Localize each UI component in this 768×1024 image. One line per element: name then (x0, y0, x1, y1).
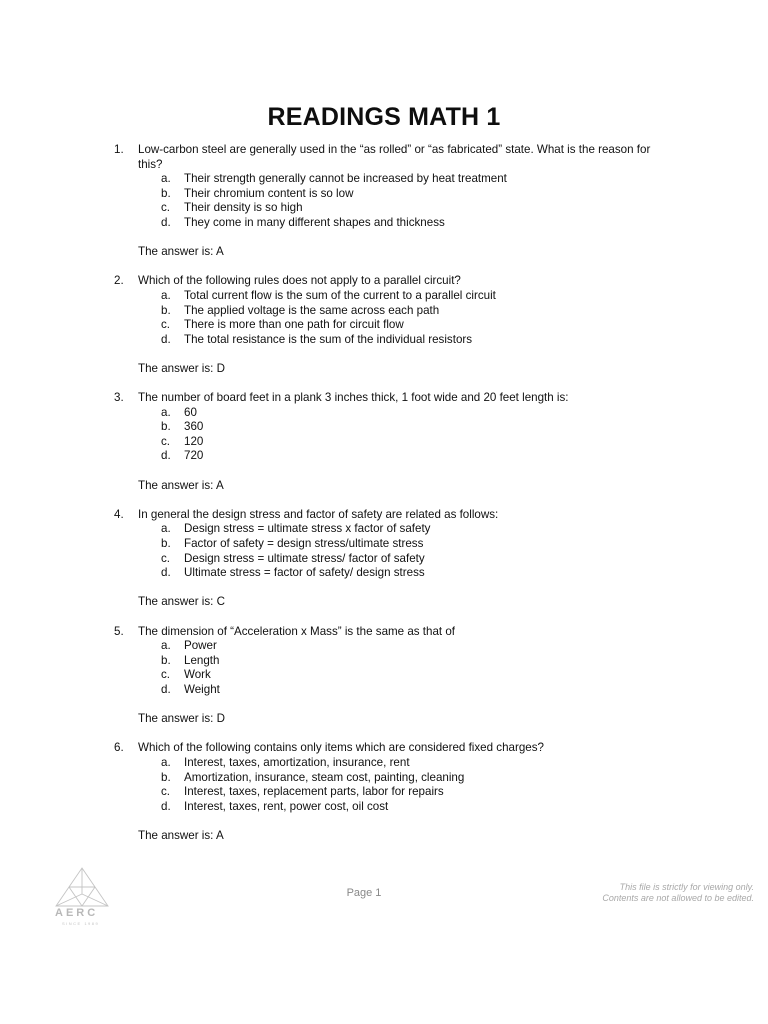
answer-option (0, 639, 768, 654)
answer-line: The answer is: D (138, 361, 225, 375)
answer-option (0, 333, 768, 348)
option-letter: a. (161, 405, 171, 419)
answer-option (0, 785, 768, 800)
option-letter: b. (161, 653, 171, 667)
answer-line: The answer is: C (138, 595, 225, 609)
option-letter: c. (161, 434, 171, 448)
option-text: 720 (184, 449, 204, 463)
answer-option (0, 435, 768, 450)
option-list (0, 172, 768, 230)
answer-option (0, 420, 768, 435)
option-letter: a. (161, 172, 171, 186)
answer-option (0, 522, 768, 537)
option-letter: a. (161, 522, 171, 536)
question-number: 2. (114, 274, 124, 288)
option-text: Work (184, 668, 211, 682)
option-letter: b. (161, 186, 171, 200)
option-text: Power (184, 639, 217, 653)
question-text: The dimension of “Acceleration x Mass” is the same as that of (138, 624, 456, 638)
option-letter: d. (161, 682, 171, 696)
option-text: Factor of safety = design stress/ultimate stress (184, 537, 424, 551)
option-letter: c. (161, 668, 171, 682)
option-letter: d. (161, 566, 171, 580)
answer-option (0, 289, 768, 304)
answer-option (0, 172, 768, 187)
answer-option (0, 304, 768, 319)
question-item (0, 143, 768, 274)
option-letter: a. (161, 288, 171, 302)
option-text: Interest, taxes, replacement parts, labor for repairs (184, 785, 444, 799)
answer-option (0, 668, 768, 683)
option-text: Their strength generally cannot be increased by heat treatment (184, 172, 507, 186)
option-letter: b. (161, 420, 171, 434)
option-text: Their density is so high (184, 201, 303, 215)
answer-option (0, 406, 768, 421)
option-letter: c. (161, 318, 171, 332)
option-list (0, 639, 768, 697)
option-text: They come in many different shapes and thickness (184, 215, 445, 229)
option-letter: b. (161, 303, 171, 317)
question-text: In general the design stress and factor of safety are related as follows: (138, 507, 499, 521)
answer-option (0, 771, 768, 786)
page-title: READINGS MATH 1 (267, 102, 501, 131)
answer-line: The answer is: D (138, 712, 225, 726)
page-number: Page 1 (346, 887, 382, 899)
disclaimer-note (602, 882, 754, 904)
option-text: The total resistance is the sum of the individual resistors (184, 332, 473, 346)
answer-option (0, 552, 768, 567)
question-number: 5. (114, 624, 124, 638)
answer-option (0, 449, 768, 464)
option-list (0, 756, 768, 814)
answer-option (0, 683, 768, 698)
question-number: 4. (114, 507, 124, 521)
option-text: There is more than one path for circuit flow (184, 318, 404, 332)
option-letter: b. (161, 770, 171, 784)
answer-option (0, 201, 768, 216)
option-letter: d. (161, 449, 171, 463)
answer-option (0, 756, 768, 771)
answer-option (0, 537, 768, 552)
answer-line: The answer is: A (138, 828, 224, 842)
question-text: Which of the following contains only items which are considered fixed charges? (138, 741, 544, 755)
question-text: Low-carbon steel are generally used in the “as rolled” or “as fabricated” state. What is the reason for this? (138, 143, 651, 171)
option-text: Weight (184, 682, 220, 696)
question-text: Which of the following rules does not apply to a parallel circuit? (138, 274, 461, 288)
question-number: 6. (114, 741, 124, 755)
question-number: 1. (114, 143, 124, 156)
question-list (0, 143, 768, 858)
question-item (0, 274, 768, 391)
question-number: 3. (114, 391, 124, 405)
question-text: The number of board feet in a plank 3 inches thick, 1 foot wide and 20 feet length is: (138, 391, 569, 405)
option-text: Interest, taxes, rent, power cost, oil cost (184, 799, 389, 813)
answer-option (0, 566, 768, 581)
question-item (0, 508, 768, 625)
option-list (0, 522, 768, 580)
question-item (0, 741, 768, 858)
option-letter: c. (161, 201, 171, 215)
option-text: Length (184, 653, 220, 667)
option-list (0, 289, 768, 347)
option-letter: a. (161, 639, 171, 653)
logo-text: AERC (55, 907, 99, 919)
option-letter: c. (161, 785, 171, 799)
option-text: Interest, taxes, amortization, insurance, rent (184, 755, 410, 769)
option-text: Design stress = ultimate stress x factor of safety (184, 522, 431, 536)
answer-option (0, 187, 768, 202)
answer-option (0, 216, 768, 231)
option-list (0, 406, 768, 464)
option-letter: d. (161, 215, 171, 229)
option-letter: c. (161, 551, 171, 565)
option-text: Design stress = ultimate stress/ factor of safety (184, 551, 425, 565)
answer-line: The answer is: A (138, 478, 224, 492)
option-text: The applied voltage is the same across each path (184, 303, 440, 317)
option-text: 360 (184, 420, 204, 434)
answer-line: The answer is: A (138, 245, 224, 259)
disclaimer-line: This file is strictly for viewing only. (619, 882, 754, 892)
option-letter: b. (161, 537, 171, 551)
answer-option (0, 800, 768, 815)
option-letter: a. (161, 755, 171, 769)
question-item (0, 625, 768, 742)
question-item (0, 391, 768, 508)
disclaimer-line: Contents are not allowed to be edited. (602, 893, 754, 903)
option-text: Their chromium content is so low (184, 186, 354, 200)
logo-subtext: SINCE 1989 (62, 921, 100, 926)
answer-option (0, 654, 768, 669)
option-letter: d. (161, 799, 171, 813)
option-text: Amortization, insurance, steam cost, painting, cleaning (184, 770, 465, 784)
option-text: Ultimate stress = factor of safety/ design stress (184, 566, 425, 580)
option-text: Total current flow is the sum of the current to a parallel circuit (184, 288, 496, 302)
option-letter: d. (161, 332, 171, 346)
option-text: 60 (184, 405, 197, 419)
option-text: 120 (184, 434, 204, 448)
answer-option (0, 318, 768, 333)
